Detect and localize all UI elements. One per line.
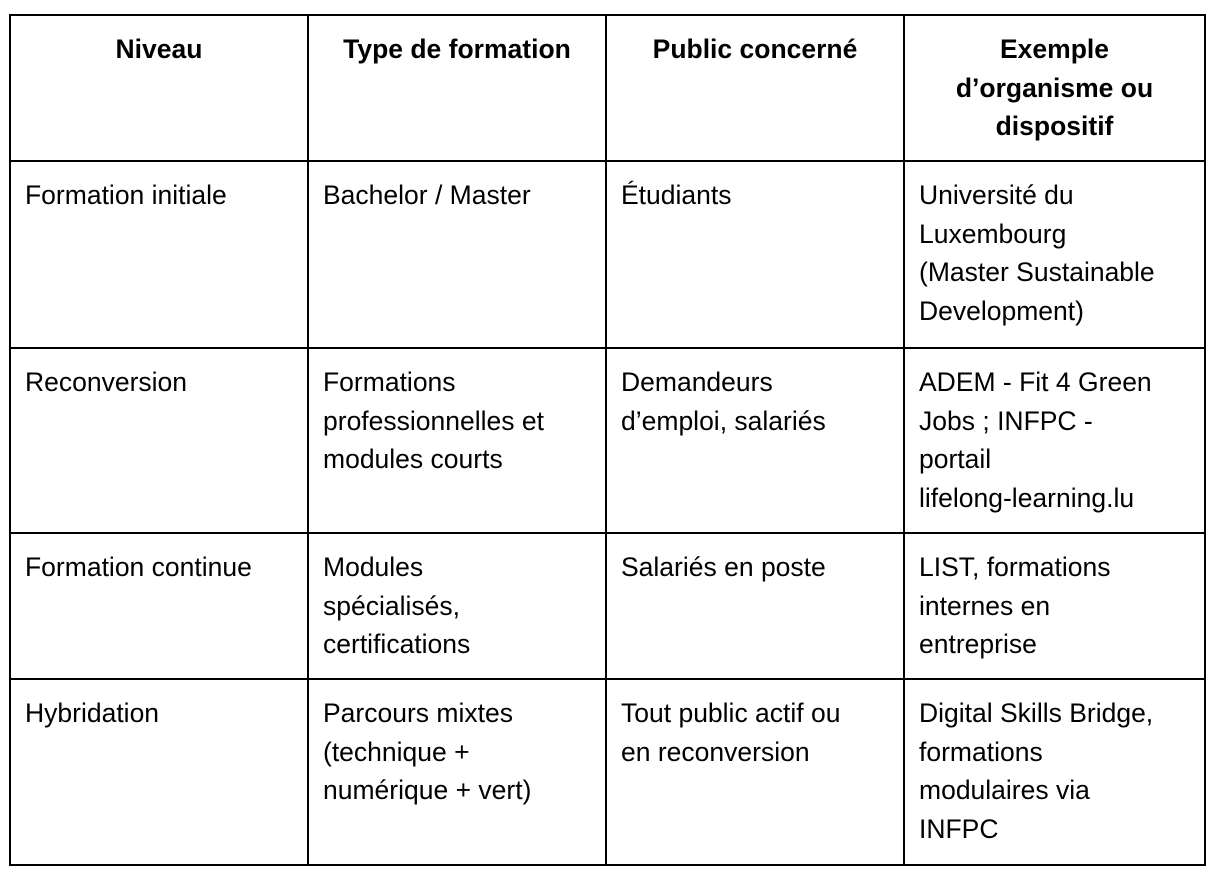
header-exemple-organisme (904, 15, 1205, 161)
cell-text: lifelong-learning.lu (919, 482, 1135, 513)
cell-text: Demandeurs (621, 367, 773, 397)
cell-text: certifications (323, 629, 471, 659)
cell-text: (Master Sustainable (919, 257, 1155, 287)
header-row (10, 15, 1205, 161)
cell-text: Bachelor / Master (323, 180, 531, 210)
training-table (9, 14, 1206, 866)
cell-text: Étudiants (621, 180, 732, 210)
cell-text: Luxembourg (919, 218, 1067, 249)
cell-niveau (10, 679, 308, 865)
cell-niveau (10, 533, 308, 679)
cell-text: professionnelles et (323, 405, 544, 436)
cell-text: portail (919, 444, 992, 474)
cell-exemple-organisme (904, 348, 1205, 533)
table-row (10, 161, 1205, 348)
header-public-concerne (606, 15, 904, 161)
header-text: Niveau (115, 34, 203, 64)
cell-text: internes en (919, 590, 1051, 621)
cell-text: Development) (919, 295, 1084, 326)
cell-text: Parcours mixtes (323, 698, 513, 728)
cell-text: en reconversion (621, 736, 810, 767)
cell-text: modules courts (323, 444, 503, 474)
cell-niveau (10, 161, 308, 348)
cell-text: INFPC (919, 813, 999, 844)
cell-exemple-organisme (904, 161, 1205, 348)
header-text: dispositif (995, 111, 1114, 141)
cell-text: Digital Skills Bridge, (919, 698, 1154, 728)
cell-public-concerne (606, 161, 904, 348)
cell-text: LIST, formations (919, 552, 1111, 582)
table-row (10, 348, 1205, 533)
cell-type-de-formation (308, 161, 606, 348)
cell-text: spécialisés, (323, 590, 460, 621)
cell-text: Formation continue (25, 552, 252, 582)
header-text: Type de formation (343, 34, 571, 64)
header-text: Public concerné (652, 34, 858, 64)
header-niveau (10, 15, 308, 161)
cell-type-de-formation (308, 533, 606, 679)
cell-exemple-organisme (904, 533, 1205, 679)
header-text: Exemple (999, 34, 1109, 64)
header-type-de-formation (308, 15, 606, 161)
cell-text: Formation initiale (25, 180, 227, 210)
table-row (10, 533, 1205, 679)
cell-text: Jobs ; INFPC - (919, 405, 1093, 436)
cell-text: d’emploi, salariés (621, 405, 826, 436)
cell-text: Salariés en poste (621, 552, 826, 582)
cell-text: Reconversion (25, 367, 188, 397)
cell-text: entreprise (919, 629, 1037, 659)
cell-public-concerne (606, 679, 904, 865)
cell-exemple-organisme (904, 679, 1205, 865)
cell-public-concerne (606, 533, 904, 679)
cell-text: Modules (323, 552, 424, 582)
table-row (10, 679, 1205, 865)
cell-type-de-formation (308, 679, 606, 865)
cell-text: Tout public actif ou (621, 698, 841, 728)
cell-text: Université du (919, 180, 1074, 210)
cell-text: (technique + (323, 736, 470, 767)
cell-niveau (10, 348, 308, 533)
cell-text: modulaires via (919, 775, 1090, 805)
cell-text: Hybridation (25, 698, 160, 728)
cell-public-concerne (606, 348, 904, 533)
cell-text: ADEM - Fit 4 Green (919, 367, 1152, 397)
cell-text: Formations (323, 367, 456, 397)
cell-text: numérique + vert) (323, 775, 532, 805)
cell-type-de-formation (308, 348, 606, 533)
header-text: d’organisme ou (955, 72, 1154, 103)
cell-text: formations (919, 736, 1043, 767)
